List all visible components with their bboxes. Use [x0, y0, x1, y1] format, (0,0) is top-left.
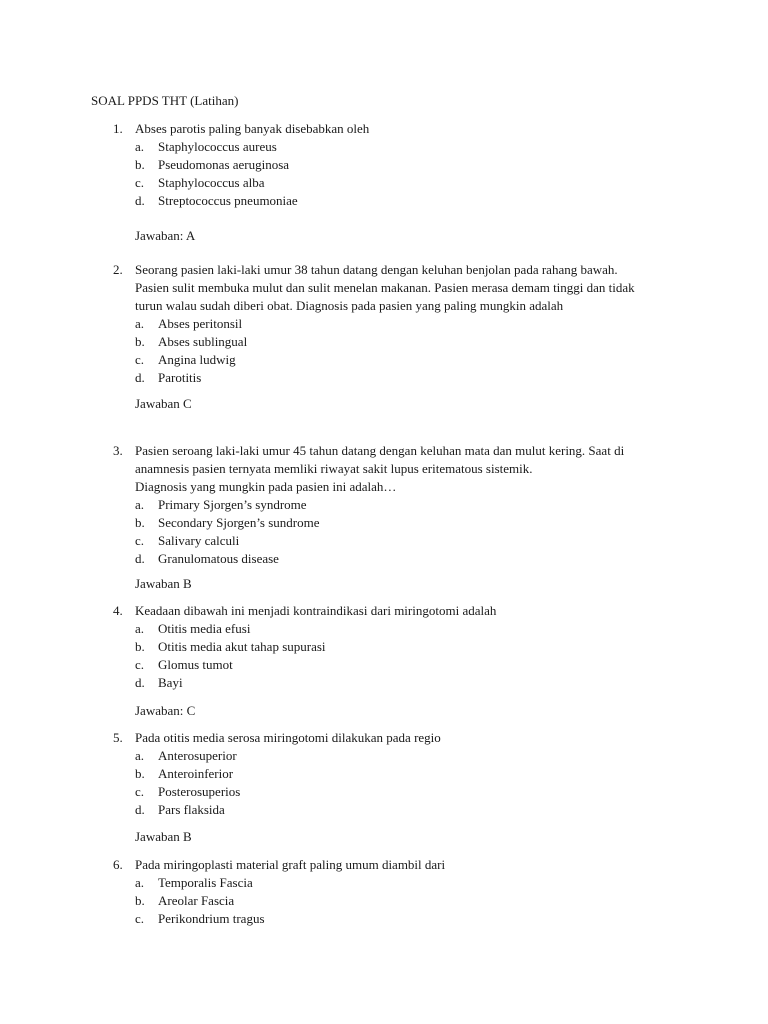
option-text: Anteroinferior — [158, 766, 234, 781]
option-label: b. — [135, 157, 145, 172]
option-a — [0, 138, 768, 156]
option-label: c. — [135, 175, 145, 190]
option-label: c. — [135, 784, 145, 799]
option-text: Staphylococcus aureus — [158, 139, 277, 154]
option-text: Salivary calculi — [158, 533, 240, 548]
option-label: b. — [135, 515, 145, 530]
question-number: 2. — [113, 262, 123, 277]
option-text: Primary Sjorgen’s syndrome — [158, 497, 307, 512]
question-text — [135, 602, 675, 620]
option-c — [0, 174, 768, 192]
option-label: a. — [135, 748, 145, 763]
option-a — [0, 747, 768, 765]
option-c — [0, 532, 768, 550]
question-text — [135, 120, 675, 138]
option-label: c. — [135, 657, 145, 672]
answer-1: Jawaban: A — [135, 228, 196, 243]
option-label: c. — [135, 352, 145, 367]
option-text: Bayi — [158, 675, 183, 690]
option-text: Temporalis Fascia — [158, 875, 253, 890]
question-text — [135, 261, 675, 315]
option-label: d. — [135, 802, 145, 817]
option-label: a. — [135, 621, 145, 636]
question-5 — [0, 729, 768, 819]
question-number: 1. — [113, 121, 123, 136]
answer-5: Jawaban B — [135, 829, 192, 844]
option-text: Areolar Fascia — [158, 893, 235, 908]
option-text: Parotitis — [158, 370, 202, 385]
option-b — [0, 638, 768, 656]
answer-2: Jawaban C — [135, 396, 192, 411]
question-line: turun walau sudah diberi obat. Diagnosis pada pasien yang paling mungkin adalah — [135, 298, 564, 313]
option-c — [0, 783, 768, 801]
question-line: Pasien sulit membuka mulut dan sulit menelan makanan. Pasien merasa demam tinggi dan tidak — [135, 280, 635, 295]
option-d — [0, 192, 768, 210]
option-text: Pseudomonas aeruginosa — [158, 157, 290, 172]
option-label: c. — [135, 911, 145, 926]
answer-4: Jawaban: C — [135, 703, 196, 718]
question-number: 4. — [113, 603, 123, 618]
option-b — [0, 514, 768, 532]
option-text: Streptococcus pneumoniae — [158, 193, 298, 208]
question-line: Pada otitis media serosa miringotomi dilakukan pada regio — [135, 730, 441, 745]
question-text — [135, 729, 675, 747]
question-line: Seorang pasien laki-laki umur 38 tahun datang dengan keluhan benjolan pada rahang bawah. — [135, 262, 618, 277]
option-label: d. — [135, 551, 145, 566]
question-text — [135, 442, 675, 496]
option-a — [0, 496, 768, 514]
option-text: Otitis media akut tahap supurasi — [158, 639, 326, 654]
option-label: a. — [135, 316, 145, 331]
option-text: Anterosuperior — [158, 748, 237, 763]
option-d — [0, 674, 768, 692]
option-d — [0, 369, 768, 387]
option-label: d. — [135, 370, 145, 385]
question-4 — [0, 602, 768, 692]
option-a — [0, 315, 768, 333]
option-c — [0, 910, 768, 928]
question-3 — [0, 442, 768, 568]
option-text: Abses sublingual — [158, 334, 248, 349]
question-text — [135, 856, 675, 874]
option-label: a. — [135, 875, 145, 890]
option-d — [0, 550, 768, 568]
question-line: anamnesis pasien ternyata memliki riwayat sakit lupus eritematous sistemik. — [135, 461, 533, 476]
option-label: c. — [135, 533, 145, 548]
option-c — [0, 351, 768, 369]
option-b — [0, 765, 768, 783]
option-label: d. — [135, 193, 145, 208]
option-a — [0, 620, 768, 638]
question-number: 3. — [113, 443, 123, 458]
option-text: Posterosuperios — [158, 784, 241, 799]
option-text: Pars flaksida — [158, 802, 225, 817]
option-text: Otitis media efusi — [158, 621, 251, 636]
question-2 — [0, 261, 768, 387]
option-label: b. — [135, 639, 145, 654]
question-line: Abses parotis paling banyak disebabkan oleh — [135, 121, 370, 136]
option-b — [0, 892, 768, 910]
option-text: Abses peritonsil — [158, 316, 243, 331]
option-label: d. — [135, 675, 145, 690]
option-label: b. — [135, 334, 145, 349]
option-text: Granulomatous disease — [158, 551, 279, 566]
document-title: SOAL PPDS THT (Latihan) — [91, 93, 239, 108]
question-6 — [0, 856, 768, 928]
question-line: Keadaan dibawah ini menjadi kontraindikasi dari miringotomi adalah — [135, 603, 497, 618]
question-number: 5. — [113, 730, 123, 745]
option-b — [0, 333, 768, 351]
question-line: Diagnosis yang mungkin pada pasien ini adalah… — [135, 479, 397, 494]
question-line: Pada miringoplasti material graft paling umum diambil dari — [135, 857, 446, 872]
option-text: Secondary Sjorgen’s sundrome — [158, 515, 320, 530]
option-a — [0, 874, 768, 892]
question-number: 6. — [113, 857, 123, 872]
option-label: a. — [135, 497, 145, 512]
option-text: Perikondrium tragus — [158, 911, 265, 926]
question-line: Pasien seroang laki-laki umur 45 tahun datang dengan keluhan mata dan mulut kering. Saat di — [135, 443, 625, 458]
option-label: a. — [135, 139, 145, 154]
option-c — [0, 656, 768, 674]
question-1 — [0, 120, 768, 210]
option-label: b. — [135, 893, 145, 908]
option-d — [0, 801, 768, 819]
option-b — [0, 156, 768, 174]
option-text: Angina ludwig — [158, 352, 236, 367]
option-label: b. — [135, 766, 145, 781]
answer-3: Jawaban B — [135, 576, 192, 591]
option-text: Glomus tumot — [158, 657, 233, 672]
option-text: Staphylococcus alba — [158, 175, 265, 190]
